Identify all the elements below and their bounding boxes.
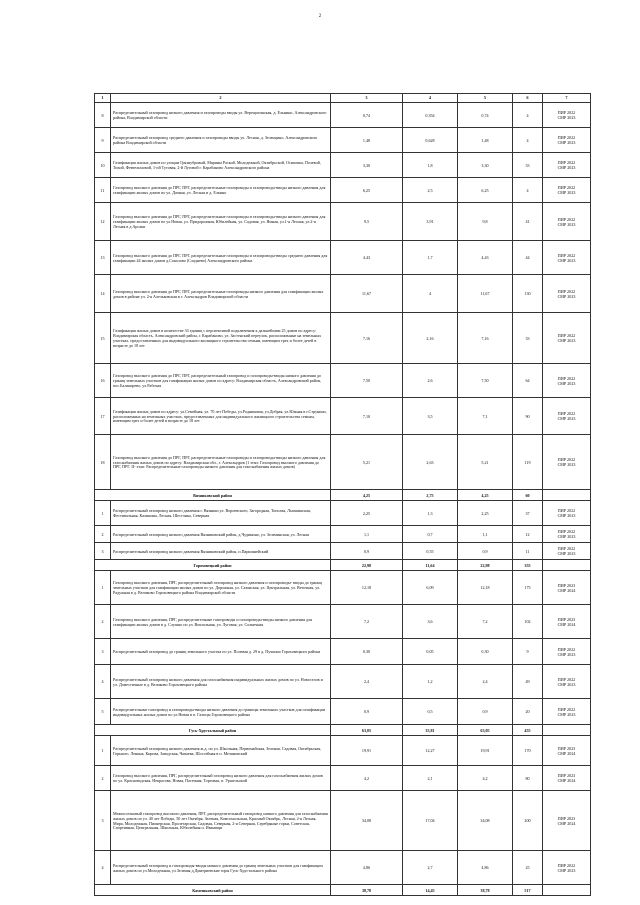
stage-years: ПИР 2023 СМР 2024 xyxy=(543,571,591,605)
value-col-6: 80 xyxy=(513,766,543,791)
value-col-6: 4 xyxy=(513,178,543,203)
object-description: Распределительный газопровод низкого давления ж.д. по ул. Школьная, Первомайская, Зеленая, Садовая, Октябрьская, Горького, Ленина, Кирова, Заводская, Чапаева, Шоссейная в п. Мезиновский xyxy=(111,736,331,766)
stage-years: ПИР 2022 СМР 2023 xyxy=(543,128,591,153)
row-number: 1 xyxy=(95,501,111,526)
stage-years: ПИР 2022 СМР 2023 xyxy=(543,526,591,543)
district-subtotal-row xyxy=(95,725,591,736)
object-description: Газопровод высокого давления, ПРГ, распределительный газопровод низкого давления для газоснабжения жилых домов по ул. Красноводская, Некрасова, Новая, Пасечная, Торговая, п. Уршельский xyxy=(111,766,331,791)
value-col-3: 7,50 xyxy=(331,364,403,398)
row-number: 18 xyxy=(95,435,111,490)
value-col-3: 0,9 xyxy=(331,543,403,560)
value-col-6: 517 xyxy=(513,885,543,896)
value-col-4: 2,63 xyxy=(403,435,458,490)
table-row xyxy=(95,398,591,435)
stage-years: ПИР 2022 СМР 2023 xyxy=(543,501,591,526)
header-cell: 4 xyxy=(403,94,458,103)
district-name: Гороховецкий район xyxy=(95,560,331,571)
table-row xyxy=(95,736,591,766)
value-col-5: 7,16 xyxy=(458,313,513,364)
value-col-5: 19,91 xyxy=(458,736,513,766)
object-description: Газопровод высокого давления, ПРГ, распределительный газопровод низкого давления и газопроводы- вводы до границ земельных участков для газификации жилых домов по ул. Дорожная, ул. Сазанская, ул. Центральная, ул. Веточная, ул. Радужная в д. Великово Гороховецкого района Владимирской области xyxy=(111,571,331,605)
table-row xyxy=(95,543,591,560)
value-col-6: 200 xyxy=(513,791,543,851)
table-row xyxy=(95,275,591,313)
value-col-4: 0,5 xyxy=(403,699,458,725)
value-col-3: 19,91 xyxy=(331,736,403,766)
value-col-4: 2,1 xyxy=(403,766,458,791)
header-cell: 3 xyxy=(331,94,403,103)
value-col-6: 12 xyxy=(513,526,543,543)
object-description: Распределительный газопровод низкого давления и газопроводы вводы ул. Верещагинская, д. Ельнино, Александровского района, Владимирской области xyxy=(111,103,331,128)
object-description: Газопровод высокого давления до ПРГ, ПРГ, распределительные газопроводы низкого давления для газификации жилых домов в районе ул. 2-я Алельковская в г. Александров Владимирской области xyxy=(111,275,331,313)
object-description: Распределительный газопровод среднего давления и газопроводы вводы ул. Лесная, д. Зеленцино, Александровского района Владимирской области xyxy=(111,128,331,153)
value-col-5: 1,1 xyxy=(458,526,513,543)
value-col-4: 3,5 xyxy=(403,398,458,435)
table-row xyxy=(95,791,591,851)
value-col-6: 90 xyxy=(513,398,543,435)
value-col-5: 0,74 xyxy=(458,103,513,128)
object-description: Распределительный газопровод низкого давления Вязниковский район, п.Паршинейский xyxy=(111,543,331,560)
district-subtotal-row xyxy=(95,490,591,501)
stage-years: ПИР 2022 СМР 2023 xyxy=(543,851,591,885)
value-col-6: 4 xyxy=(513,128,543,153)
table-row xyxy=(95,313,591,364)
value-col-4: 0,7 xyxy=(403,526,458,543)
row-number: 10 xyxy=(95,153,111,178)
value-col-5: 22,98 xyxy=(458,560,513,571)
row-number: 1 xyxy=(95,736,111,766)
row-number: 3 xyxy=(95,543,111,560)
object-description: Распределительный газопровод и газопроводы-вводы низкого давления до границ земельных участков для газификации жилых домов по ул.Молодежная, ул.Зеленая д.Дмитриевские горы Гусь-Хрустального района xyxy=(111,851,331,885)
value-col-3: 12,18 xyxy=(331,571,403,605)
table-row xyxy=(95,501,591,526)
value-col-4: 17,04 xyxy=(403,791,458,851)
table-row xyxy=(95,699,591,725)
object-description: Газопровод высокого давления до ПРГ, ПРГ, распределительные газопроводы и газопроводы-вводы низкого давления для газификации жилых домов по ул.Новая, ул. Придорожная, Юбилейная, ул. Садовая, ул. Ямная, ул.1-я Лесная, ул.2-я Лесная в д.Арсаки xyxy=(111,203,331,241)
value-col-3: 4,25 xyxy=(331,490,403,501)
value-col-3: 38,78 xyxy=(331,885,403,896)
stage-years xyxy=(543,560,591,571)
stage-years: ПИР 2023 СМР 2024 xyxy=(543,766,591,791)
value-col-6: 25 xyxy=(513,851,543,885)
row-number: 17 xyxy=(95,398,111,435)
stage-years: ПИР 2022 СМР 2023 xyxy=(543,665,591,699)
object-description: Газификация жилых домов по адресу: ул.Семейная, ул. 70 лет Победы, ул.Родниковая, ул.Добрая, ул.Южная в г.Струнино, расположенных на земельных участках, предоставленных для индивидуального жилищного строительства семьям, имеющим трех и более детей в возрасте до 18 лет xyxy=(111,398,331,435)
district-subtotal-row xyxy=(95,885,591,896)
value-col-5: 12,18 xyxy=(458,571,513,605)
value-col-4: 0,354 xyxy=(403,103,458,128)
stage-years: ПИР 2022 СМР 2023 xyxy=(543,203,591,241)
row-number: 9 xyxy=(95,128,111,153)
value-col-3: 1,48 xyxy=(331,128,403,153)
row-number: 4 xyxy=(95,665,111,699)
value-col-5: 2,25 xyxy=(458,501,513,526)
value-col-3: 5,21 xyxy=(331,435,403,490)
value-col-5: 0,30 xyxy=(458,639,513,665)
value-col-6: 33 xyxy=(513,153,543,178)
row-number: 13 xyxy=(95,241,111,275)
value-col-3: 4,43 xyxy=(331,241,403,275)
value-col-4: 4 xyxy=(403,275,458,313)
stage-years: ПИР 2022 СМР 2023 xyxy=(543,699,591,725)
value-col-4: 0,55 xyxy=(403,543,458,560)
stage-years: ПИР 2023 СМР 2024 xyxy=(543,791,591,851)
header-cell: 6 xyxy=(513,94,543,103)
projects-table xyxy=(94,93,591,896)
stage-years: ПИР 2023 СМР 2024 xyxy=(543,605,591,639)
value-col-3: 3,30 xyxy=(331,153,403,178)
row-number: 11 xyxy=(95,178,111,203)
value-col-5: 3,30 xyxy=(458,153,513,178)
object-description: Газопровод высокого давления до ПРГ, ПРГ, распределительные газопроводы и газопроводы-вводы низкого давления для газификации жилых домов по ул. Дачная, ул. Лесная и д. Елкино xyxy=(111,178,331,203)
object-description: Газификация жилых домов в количестве 33 единиц с перспективой подключения к дальнейшим 25 домов по адресу: Владимирская область, Александровский район, г. Карабаново, ул. Застенский переулок, расположенные на земельных участках, предоставленных для индивидуального жилищного строительства семьям, имеющим трех и более детей в возрасте до 18 лет xyxy=(111,313,331,364)
value-col-6: 9 xyxy=(513,639,543,665)
value-col-6: 4 xyxy=(513,103,543,128)
table-row xyxy=(95,203,591,241)
stage-years: ПИР 2023 СМР 2024 xyxy=(543,736,591,766)
value-col-4: 3,6 xyxy=(403,605,458,639)
table-row xyxy=(95,665,591,699)
value-col-5: 34,08 xyxy=(458,791,513,851)
value-col-3: 9,5 xyxy=(331,203,403,241)
value-col-4: 0,05 xyxy=(403,639,458,665)
stage-years xyxy=(543,725,591,736)
value-col-3: 0,9 xyxy=(331,699,403,725)
value-col-5: 63,05 xyxy=(458,725,513,736)
object-description: Распределительный газопровод низкого давления г. Вязники ул. Вороевского, Загородная, Тополая, Лыпшинская, Фестивальная, Калинина, Лесная, Шестчика, Северная xyxy=(111,501,331,526)
object-description: Газопровод высокого давления до ПРГ, ПРГ, распределительные газопроводы и газопроводы-вводы среднего давления для газификации 44 жилых домов д.Соколово (Сладнево) Александровского района xyxy=(111,241,331,275)
value-col-4: 35,81 xyxy=(403,725,458,736)
value-col-4: 2,6 xyxy=(403,364,458,398)
value-col-4: 1,8 xyxy=(403,153,458,178)
header-row xyxy=(95,94,591,103)
district-name: Вязниковский район xyxy=(95,490,331,501)
value-col-5: 2,4 xyxy=(458,665,513,699)
table-row xyxy=(95,526,591,543)
value-col-5: 4,25 xyxy=(458,490,513,501)
value-col-3: 2,4 xyxy=(331,665,403,699)
value-col-3: 6,25 xyxy=(331,178,403,203)
value-col-6: 130 xyxy=(513,275,543,313)
table-row xyxy=(95,435,591,490)
value-col-3: 7,10 xyxy=(331,398,403,435)
table-row xyxy=(95,766,591,791)
value-col-4: 1,7 xyxy=(403,241,458,275)
value-col-6: 44 xyxy=(513,241,543,275)
value-col-6: 355 xyxy=(513,560,543,571)
object-description: Газификация жилых домов по улицам Грязнубровый, Марины Раской, Молодежной, Октябрьской, Осиповка, Полевой, Тихой, Февтельмовой, 1-ой Тутовая, 2-й Луговой г. Карабаново Александровского района xyxy=(111,153,331,178)
value-col-3: 7,2 xyxy=(331,605,403,639)
table-row xyxy=(95,103,591,128)
stage-years xyxy=(543,490,591,501)
stage-years: ПИР 2022 СМР 2023 xyxy=(543,313,591,364)
value-col-5: 1,48 xyxy=(458,128,513,153)
page-number: 2 xyxy=(318,14,322,19)
value-col-5: 7,2 xyxy=(458,605,513,639)
row-number: 5 xyxy=(95,699,111,725)
row-number: 1 xyxy=(95,571,111,605)
value-col-4: 2,5 xyxy=(403,178,458,203)
value-col-6: 20 xyxy=(513,699,543,725)
table-row xyxy=(95,851,591,885)
value-col-5: 11,67 xyxy=(458,275,513,313)
stage-years: ПИР 2022 СМР 2023 xyxy=(543,639,591,665)
value-col-5: 0,9 xyxy=(458,699,513,725)
stage-years: ПИР 2022 СМР 2023 xyxy=(543,178,591,203)
value-col-4: 3,91 xyxy=(403,203,458,241)
stage-years: ПИР 2022 СМР 2023 xyxy=(543,364,591,398)
value-col-3: 63,05 xyxy=(331,725,403,736)
row-number: 16 xyxy=(95,364,111,398)
value-col-5: 7,1 xyxy=(458,398,513,435)
row-number: 2 xyxy=(95,526,111,543)
row-number: 2 xyxy=(95,766,111,791)
stage-years: ПИР 2022 СМР 2023 xyxy=(543,153,591,178)
row-number: 14 xyxy=(95,275,111,313)
value-col-5: 38,78 xyxy=(458,885,513,896)
value-col-6: 119 xyxy=(513,435,543,490)
value-col-3: 34,08 xyxy=(331,791,403,851)
header-cell: 2 xyxy=(111,94,331,103)
value-col-3: 0,74 xyxy=(331,103,403,128)
value-col-3: 2,25 xyxy=(331,501,403,526)
value-col-6: 33 xyxy=(513,313,543,364)
row-number: 3 xyxy=(95,639,111,665)
value-col-3: 22,98 xyxy=(331,560,403,571)
row-number: 4 xyxy=(95,851,111,885)
header-cell: 5 xyxy=(458,94,513,103)
stage-years: ПИР 2022 СМР 2023 xyxy=(543,275,591,313)
value-col-4: 14,45 xyxy=(403,885,458,896)
value-col-6: 11 xyxy=(513,543,543,560)
value-col-5: 4,2 xyxy=(458,766,513,791)
value-col-5: 4,43 xyxy=(458,241,513,275)
object-description: Распределительный газопровод низкого давления Вязниковский район, д.Чудинино, ул. Зеленинская, ул. Лесная xyxy=(111,526,331,543)
row-number: 2 xyxy=(95,605,111,639)
value-col-3: 11,67 xyxy=(331,275,403,313)
value-col-5: 0,9 xyxy=(458,543,513,560)
stage-years: ПИР 2022 СМР 2023 xyxy=(543,398,591,435)
value-col-4: 2,16 xyxy=(403,313,458,364)
value-col-4: 0,628 xyxy=(403,128,458,153)
value-col-3: 4,2 xyxy=(331,766,403,791)
table-row xyxy=(95,639,591,665)
table-row xyxy=(95,178,591,203)
value-col-4: 1,2 xyxy=(403,665,458,699)
value-col-5: 4,86 xyxy=(458,851,513,885)
value-col-6: 102 xyxy=(513,605,543,639)
value-col-6: 170 xyxy=(513,736,543,766)
value-col-3: 7,16 xyxy=(331,313,403,364)
district-name: Камешковский район xyxy=(95,885,331,896)
header-cell: 1 xyxy=(95,94,111,103)
value-col-6: 455 xyxy=(513,725,543,736)
district-name: Гусь-Хрустальный район xyxy=(95,725,331,736)
value-col-3: 4,86 xyxy=(331,851,403,885)
row-number: 3 xyxy=(95,791,111,851)
row-number: 8 xyxy=(95,103,111,128)
value-col-6: 175 xyxy=(513,571,543,605)
value-col-4: 2,7 xyxy=(403,851,458,885)
stage-years: ПИР 2022 СМР 2023 xyxy=(543,241,591,275)
value-col-4: 11,64 xyxy=(403,560,458,571)
object-description: Распределительный газопровод низкого давления для газоснабжения индивидуальных жилых домов по ул. Новоселов и ул. Доместичные в д. Великово Гороховецкого района xyxy=(111,665,331,699)
table-row xyxy=(95,605,591,639)
stage-years: ПИР 2022 СМР 2023 xyxy=(543,435,591,490)
object-description: Газопровод высокого давления, ПРГ, распределительные газопроводы и газопроводы-вводы низкого давления для газификации жилых домов в д. Слушно по ул. Вокзальная, ул. Луговая, ул. Солнечная xyxy=(111,605,331,639)
table-row xyxy=(95,364,591,398)
value-col-6: 49 xyxy=(513,665,543,699)
value-col-6: 60 xyxy=(513,490,543,501)
value-col-4: 12,27 xyxy=(403,736,458,766)
table-row xyxy=(95,153,591,178)
value-col-5: 9,8 xyxy=(458,203,513,241)
stage-years xyxy=(543,885,591,896)
value-col-5: 7,50 xyxy=(458,364,513,398)
object-description: Распределительный газопровод до границ земельного участка по ул. Полевая д. 29 в д. Пучкино Гороховецкого района xyxy=(111,639,331,665)
value-col-4: 2,75 xyxy=(403,490,458,501)
row-number: 15 xyxy=(95,313,111,364)
value-col-6: 37 xyxy=(513,501,543,526)
value-col-5: 6,25 xyxy=(458,178,513,203)
table-row xyxy=(95,241,591,275)
object-description: Распределительные газопровод и газопроводы-вводы низкого давления до границы земельных участков для газификации индивидуальных жилых домов по ул.Новая в п. Галицы Гороховецкого района xyxy=(111,699,331,725)
value-col-6: 41 xyxy=(513,203,543,241)
value-col-3: 0,30 xyxy=(331,639,403,665)
stage-years: ПИР 2022 СМР 2023 xyxy=(543,103,591,128)
stage-years: ПИР 2022 СМР 2023 xyxy=(543,543,591,560)
object-description: Межпоселковый газопровод высокого давления, ПРГ, распределительный газопровод низкого давления для газоснабжения жилых домов по ул. 40 лет Победы, 50 лет Октября, Зеленая, Комсомольская, Красный Октябрь, Лесная, 2-я Лесная, Мира, Молодежная, Пионерская, Пролетарская, Садовая, Северная, 2-я Северная, Серебряные горки, Советская, Спортивная, Центральная, Школьная, Юбилейная п. Иванищи xyxy=(111,791,331,851)
value-col-4: 6,09 xyxy=(403,571,458,605)
header-cell: 7 xyxy=(543,94,591,103)
value-col-5: 5,21 xyxy=(458,435,513,490)
table-row xyxy=(95,571,591,605)
row-number: 12 xyxy=(95,203,111,241)
object-description: Газопровод высокого давления до ПРГ, ПРГ, распределительный газопровод и газопроводы-вводы низкого давления до границ земельных участков для газификации жилых домов по адресу: Владимирская область, Александровский район, пос.Балакирево, ул.Рабочая xyxy=(111,364,331,398)
value-col-3: 1,1 xyxy=(331,526,403,543)
object-description: Газопровод высокого давления до ПРГ, ПРГ, распределительные газопроводы и газопроводы-вводы низкого давления для газоснабжения жилых домов по адресу: Владимирская обл., г. Александров (1 этап: Газопровод высокого давления до ПРГ, ПРГ. II- этап: Распределительные газопроводы низкого давления для газоснабжения жилых домов) xyxy=(111,435,331,490)
value-col-4: 1,3 xyxy=(403,501,458,526)
table-row xyxy=(95,128,591,153)
district-subtotal-row xyxy=(95,560,591,571)
value-col-6: 64 xyxy=(513,364,543,398)
